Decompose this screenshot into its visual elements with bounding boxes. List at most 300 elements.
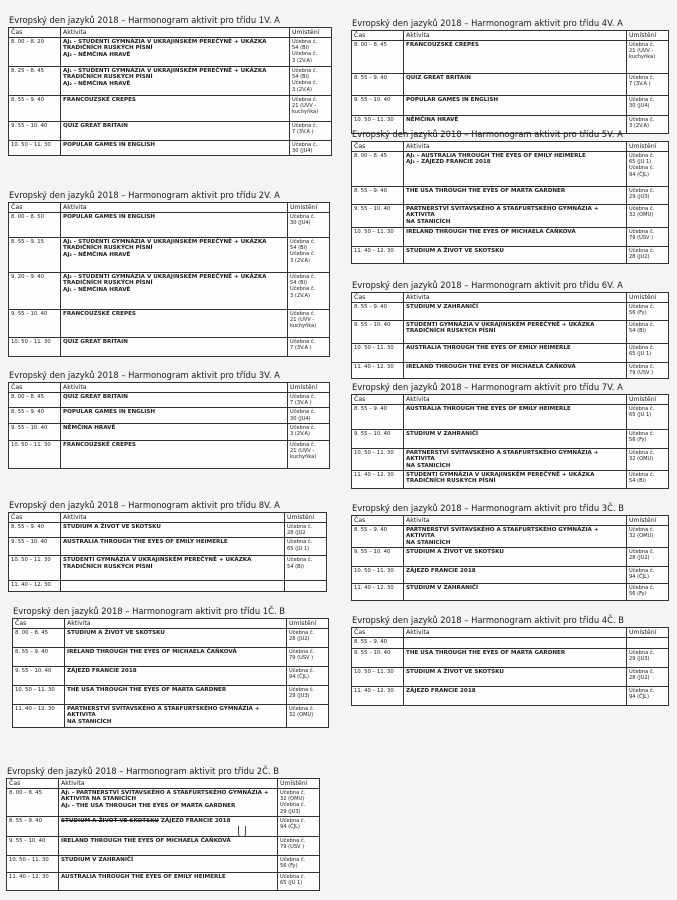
table-row: [352, 449, 669, 471]
header-activity: Aktivita: [404, 142, 627, 152]
room-cell: [288, 338, 330, 357]
header-time: Čas: [13, 619, 65, 629]
activity-line: ZÁJEZD FRANCIE 2018: [406, 567, 476, 574]
table-row: [9, 141, 332, 156]
table-row: [9, 310, 330, 338]
room-line: 21 (UVV -: [290, 448, 315, 455]
activity-line: QUIZ GREAT BRITAIN: [63, 339, 128, 345]
room-cell: [288, 273, 330, 310]
room-cell: [627, 449, 669, 471]
activity-line: QUIZ GREAT BRITAIN: [63, 123, 128, 129]
activity-cell: [59, 789, 278, 817]
activity-cell: [65, 629, 287, 648]
activity-cell: [59, 855, 278, 872]
room-line: 54 (Bi): [290, 280, 307, 287]
time-cell: 11. 40 – 12. 30: [352, 687, 404, 706]
activity-cell: [404, 668, 627, 687]
time-cell: 11. 40 – 12. 30: [352, 247, 404, 264]
room-line: Učebna č.: [629, 406, 655, 412]
activity-cell: [404, 470, 627, 488]
schedule-block: [8, 500, 326, 592]
time-cell: 10. 50 – 11. 30: [352, 344, 404, 363]
activity-line: FRANCOUZSKÉ CREPES: [63, 311, 136, 317]
room-line: Učebna č.: [289, 630, 315, 636]
schedule-table: [8, 27, 332, 156]
schedule-title: Evropský den jazyků 2018 – Harmonogram aktivit pro třídu 8V. A: [9, 500, 280, 510]
room-line: Učebna č.: [629, 117, 655, 123]
room-cell: [290, 122, 332, 141]
room-line: Učebna č.: [280, 817, 306, 824]
activity-line: STUDIUM A ŽIVOT VE SKOTSKU: [406, 248, 504, 254]
room-line: 30 (JU4): [290, 415, 311, 422]
activity-cell: [61, 96, 290, 122]
activity-line: POPULAR GAMES IN ENGLISH: [406, 97, 499, 103]
room-line: Učebna č.: [290, 214, 316, 220]
table-row: [352, 187, 669, 205]
room-cell: [288, 423, 330, 440]
activity-cell: [404, 526, 627, 548]
room-line: Učebna č.: [629, 345, 655, 351]
room-cell: [285, 556, 327, 581]
room-cell: [627, 74, 669, 96]
time-cell: 8. 55 – 9. 40: [9, 96, 61, 122]
table-row: [7, 836, 320, 855]
table-row: [9, 122, 332, 141]
activity-line: IRELAND THROUGH THE EYES OF MICHAELA ČAŇKOVÁ: [406, 229, 576, 235]
room-cell: [627, 363, 669, 379]
room-cell: [627, 303, 669, 321]
time-cell: 8. 55 – 9. 40: [9, 523, 61, 538]
room-cell: [627, 247, 669, 264]
table-row: [9, 440, 330, 468]
room-line: Učebna č.: [289, 649, 315, 655]
room-line: Učebna č.: [287, 524, 313, 530]
room-line: Učebna č.: [290, 274, 316, 280]
room-line: 30 (JU4): [290, 220, 311, 227]
table-row: [7, 816, 320, 836]
room-line: 94 (ČJL): [629, 694, 649, 701]
schedule-block: [351, 280, 668, 379]
room-line: 32 (OMU): [280, 796, 305, 803]
table-header-row: [352, 516, 669, 526]
table-row: [9, 538, 327, 556]
room-line: Učebna č.: [290, 441, 316, 448]
room-line: Učebna č.: [290, 394, 316, 400]
activity-line: STUDENTI GYMNÁZIA V UKRAJINSKÉM PEREČYNĚ + UKÁZKA: [63, 557, 252, 564]
room-line: 29 (JU3): [280, 808, 301, 815]
table-row: [352, 430, 669, 449]
activity-line: QUIZ GREAT BRITAIN: [63, 394, 128, 400]
activity-line: NA STANICÍCH: [406, 462, 451, 469]
header-activity: Aktivita: [404, 293, 627, 303]
table-row: [352, 526, 669, 548]
time-cell: 10. 50 – 11. 30: [352, 228, 404, 247]
time-cell: 8. 00 – 8. 45: [13, 629, 65, 648]
room-line: 28 (JU2): [289, 636, 310, 643]
schedule-title: Evropský den jazyků 2018 – Harmonogram aktivit pro třídu 3Č. B: [352, 503, 625, 513]
table-header-row: [9, 513, 327, 523]
time-cell: 11. 40 – 12. 30: [7, 872, 59, 890]
room-cell: [627, 470, 669, 488]
time-cell: 10. 50 – 11. 30: [352, 116, 404, 134]
table-row: [9, 408, 330, 423]
activity-cell: [404, 303, 627, 321]
schedule-title: Evropský den jazyků 2018 – Harmonogram aktivit pro třídu 1Č. B: [13, 606, 286, 616]
room-cell: [287, 629, 329, 648]
activity-line: PARTNERSTVÍ SVITAVSKÉHO A STAßFURTSKÉHO GYMNÁZIA + AKTIVITA: [406, 527, 599, 540]
room-line: 65 (JU 1): [629, 412, 652, 419]
time-cell: 8. 55 – 9. 40: [352, 405, 404, 430]
header-time: Čas: [352, 395, 404, 405]
activity-line: STUDENTI GYMNÁZIA V UKRAJINSKÉM PEREČYNĚ + UKÁZKA: [406, 322, 595, 328]
table-row: [352, 303, 669, 321]
time-cell: 8. 00 – 8. 45: [9, 393, 61, 408]
time-cell: 11. 40 – 12. 30: [9, 581, 61, 592]
room-line: 54 (Bi): [290, 245, 307, 252]
room-line: 79 (USV ): [629, 370, 654, 377]
room-cell: [285, 538, 327, 556]
activity-cell: [404, 247, 627, 264]
room-line: Učebna č.: [629, 364, 655, 370]
room-cell: [278, 836, 320, 855]
room-cell: [285, 523, 327, 538]
room-cell: [627, 96, 669, 116]
activity-line: AJ₂ - NĚMČINA HRAVĚ: [63, 51, 131, 58]
schedule-title: Evropský den jazyků 2018 – Harmonogram aktivit pro třídu 2V. A: [9, 190, 280, 200]
activity-cell: [61, 523, 285, 538]
activity-cell: [404, 547, 627, 566]
header-time: Čas: [9, 383, 61, 393]
room-cell: [290, 141, 332, 156]
room-line: 30 (JU4): [292, 148, 313, 155]
header-time: Čas: [9, 203, 61, 213]
table-row: [13, 705, 329, 728]
time-cell: 9. 55 – 10. 40: [352, 649, 404, 668]
room-line: Učebna č.: [629, 153, 655, 159]
room-cell: [627, 205, 669, 228]
time-cell: 8. 00 – 8. 45: [7, 789, 59, 817]
time-cell: 8. 00 – 8. 45: [352, 41, 404, 74]
room-line: 94 (ČJL): [280, 824, 300, 831]
room-cell: [627, 152, 669, 187]
activity-line: PARTNERSTVÍ SVITAVSKÉHO A STAßFURTSKÉHO GYMNÁZIA + AKTIVITA: [406, 450, 599, 463]
activity-cell: [404, 566, 627, 583]
time-cell: 10. 50 – 11. 30: [13, 686, 65, 705]
room-line: Učebna č.: [290, 286, 316, 293]
schedule-title: Evropský den jazyků 2018 – Harmonogram aktivit pro třídu 5V. A: [352, 129, 623, 139]
table-row: [13, 686, 329, 705]
activity-line: TRADIČNÍCH RUSKÝCH PÍSNÍ: [63, 245, 153, 252]
activity-line: ZÁJEZD FRANCIE 2018: [67, 668, 137, 674]
table-row: [352, 566, 669, 583]
room-line: 3 (2V.A): [629, 123, 650, 130]
activity-cell: [404, 363, 627, 379]
activity-line: AJ₁ - STUDENTI GYMNÁZIA V UKRAJINSKÉM PEREČYNĚ + UKÁZKA: [63, 68, 267, 74]
activity-line: FRANCOUZSKÉ CREPES: [63, 97, 136, 103]
time-cell: 8. 00 – 8. 50: [9, 213, 61, 238]
room-cell: [627, 687, 669, 706]
schedule-block: [8, 15, 331, 156]
time-cell: 8. 55 – 9. 40: [352, 638, 404, 649]
activity-line: THE USA THROUGH THE EYES OF MARTA GARDNER: [406, 188, 566, 194]
room-cell: [288, 238, 330, 273]
room-line: Učebna č.: [629, 431, 655, 437]
header-room: Umístění: [627, 628, 669, 638]
table-row: [352, 649, 669, 668]
table-row: [352, 547, 669, 566]
table-row: [13, 629, 329, 648]
handwritten-mark: [238, 826, 246, 837]
table-header-row: [352, 628, 669, 638]
activity-cell: [404, 152, 627, 187]
activity-line: STUDIUM A ŽIVOT VE SKOTSKU ZÁJEZD FRANCIE 2018: [61, 817, 231, 824]
activity-cell: [61, 141, 290, 156]
activity-line: TRADIČNÍCH RUSKÝCH PÍSNÍ: [63, 563, 153, 570]
schedule-table: [351, 515, 669, 601]
table-row: [9, 423, 330, 440]
room-line: Učebna č.: [629, 669, 655, 675]
room-cell: [287, 667, 329, 686]
time-cell: 8. 55 – 9. 40: [352, 74, 404, 96]
activity-cell: [404, 41, 627, 74]
activity-cell: [61, 338, 288, 357]
room-line: 32 (OMU): [629, 533, 654, 540]
activity-line: NĚMČINA HRAVĚ: [63, 424, 116, 431]
activity-cell: [61, 440, 288, 468]
time-cell: 9. 55 – 10. 40: [352, 96, 404, 116]
room-line: Učebna č.: [280, 873, 306, 880]
room-line: Učebna č.: [289, 706, 315, 712]
activity-line: AJ₂ - THE USA THROUGH THE EYES OF MARTA GARDNER: [61, 802, 236, 809]
header-activity: Aktivita: [61, 383, 288, 393]
table-row: [9, 523, 327, 538]
activity-line: TRADIČNÍCH RUSKÝCH PÍSNÍ: [63, 280, 153, 287]
room-cell: [288, 440, 330, 468]
header-room: Umístění: [288, 383, 330, 393]
schedule-block: [12, 606, 328, 728]
room-cell: [290, 67, 332, 96]
time-cell: 9. 55 – 10. 40: [7, 836, 59, 855]
room-line: Učebna č.: [292, 51, 318, 58]
activity-line: AJ₁ - AUSTRALIA THROUGH THE EYES OF EMILY HEIMERLE: [406, 153, 586, 159]
activity-line: PARTNERSTVÍ SVITAVSKÉHO A STAßFURTSKÉHO GYMNÁZIA + AKTIVITA: [406, 206, 599, 219]
room-cell: [627, 187, 669, 205]
room-cell: [287, 686, 329, 705]
room-line: Učebna č.: [629, 188, 655, 194]
room-line: 65 (JU 1): [280, 880, 303, 887]
schedule-title: Evropský den jazyků 2018 – Harmonogram aktivit pro třídu 7V. A: [352, 382, 623, 392]
table-row: [352, 228, 669, 247]
header-room: Umístění: [287, 619, 329, 629]
room-line: Učebna č.: [290, 409, 316, 416]
time-cell: 8. 55 – 9. 40: [352, 526, 404, 548]
room-line: Učebna č.: [280, 837, 306, 844]
schedule-table: [8, 382, 330, 469]
room-line: kuchyňka): [290, 323, 317, 330]
room-line: Učebna č.: [280, 856, 306, 863]
schedule-block: [351, 615, 668, 706]
schedule-block: [351, 129, 668, 264]
room-line: 7 (3V.A ): [290, 345, 312, 352]
room-line: 29 (JU3): [289, 693, 310, 700]
table-row: [9, 338, 330, 357]
schedule-table: [351, 292, 669, 379]
room-line: 79 (USV ): [280, 844, 305, 851]
schedule-block: [8, 370, 329, 469]
time-cell: 8. 55 – 9. 40: [352, 303, 404, 321]
room-line: 7 (3V.A ): [290, 400, 312, 407]
room-line: Učebna č.: [629, 527, 655, 533]
activity-line: STUDIUM V ZAHRANIČÍ: [406, 304, 479, 310]
activity-line: FRANCOUZSKÉ CREPES: [63, 441, 136, 448]
room-line: 94 (ČJL): [289, 674, 309, 681]
activity-line: AJ₁ - STUDENTI GYMNÁZIA V UKRAJINSKÉM PEREČYNĚ + UKÁZKA: [63, 239, 267, 245]
activity-cell: [61, 273, 288, 310]
room-line: Učebna č.: [292, 39, 318, 45]
activity-line: AJ₁ - STUDENTI GYMNÁZIA V UKRAJINSKÉM PEREČYNĚ + UKÁZKA: [63, 39, 267, 45]
header-activity: Aktivita: [61, 513, 285, 523]
table-row: [352, 41, 669, 74]
room-line: 30 (JU4): [629, 103, 650, 110]
header-time: Čas: [7, 779, 59, 789]
header-room: Umístění: [278, 779, 320, 789]
schedule-table: [351, 627, 669, 706]
schedule-table: [351, 394, 669, 489]
activity-line: STUDIUM A ŽIVOT VE SKOTSKU: [406, 669, 504, 675]
header-activity: Aktivita: [59, 779, 278, 789]
schedule-block: [8, 190, 329, 357]
header-activity: Aktivita: [404, 628, 627, 638]
table-row: [352, 687, 669, 706]
activity-cell: [404, 228, 627, 247]
activity-cell: [65, 667, 287, 686]
room-line: Učebna č.: [629, 688, 655, 694]
room-line: 32 (OMU): [629, 456, 654, 463]
activity-cell: [404, 405, 627, 430]
room-line: 28 (JU2): [629, 254, 650, 261]
room-line: 94 (ČJL): [629, 574, 649, 581]
table-row: [352, 363, 669, 379]
table-row: [352, 152, 669, 187]
room-line: Učebna č.: [629, 471, 655, 478]
room-line: Učebna č.: [280, 790, 306, 796]
time-cell: 9. 55 – 10. 40: [9, 538, 61, 556]
table-row: [9, 67, 332, 96]
room-line: Učebna č.: [629, 584, 655, 591]
header-room: Umístění: [627, 31, 669, 41]
activity-line: POPULAR GAMES IN ENGLISH: [63, 409, 156, 416]
room-cell: [290, 96, 332, 122]
room-line: 29 (JU3): [629, 194, 650, 201]
header-room: Umístění: [290, 28, 332, 38]
header-activity: Aktivita: [404, 516, 627, 526]
time-cell: 8. 25 – 8. 45: [9, 67, 61, 96]
room-line: 65 (JU 1): [629, 159, 652, 166]
room-line: Učebna č.: [292, 97, 318, 103]
activity-cell: [61, 213, 288, 238]
room-line: Učebna č.: [629, 450, 655, 456]
room-cell: [627, 228, 669, 247]
room-line: 54 (Bi): [629, 328, 646, 335]
schedule-title: Evropský den jazyků 2018 – Harmonogram aktivit pro třídu 6V. A: [352, 280, 623, 290]
room-line: 54 (Bi): [629, 478, 646, 485]
room-line: Učebna č.: [289, 668, 315, 674]
activity-line: NA STANICÍCH: [406, 539, 451, 546]
room-line: 3 (2V.A): [292, 57, 313, 64]
room-line: 79 (USV ): [289, 655, 314, 662]
header-room: Umístění: [627, 293, 669, 303]
activity-cell: [61, 581, 285, 592]
table-row: [352, 205, 669, 228]
table-row: [9, 581, 327, 592]
activity-cell: [61, 122, 290, 141]
room-line: 21 (UVV -: [629, 48, 654, 55]
time-cell: 11. 40 – 12. 30: [352, 470, 404, 488]
room-line: Učebna č.: [629, 165, 655, 172]
time-cell: 9. 55 – 10. 40: [13, 667, 65, 686]
room-line: 65 (JU 1): [287, 545, 310, 552]
schedule-title: Evropský den jazyků 2018 – Harmonogram aktivit pro třídu 3V. A: [9, 370, 280, 380]
room-line: 56 (Fy): [629, 591, 647, 598]
header-time: Čas: [352, 31, 404, 41]
activity-line: AJ₂ - NĚMČINA HRAVĚ: [63, 251, 131, 258]
room-line: kuchyňka): [629, 54, 656, 61]
table-row: [7, 789, 320, 817]
room-cell: [278, 789, 320, 817]
time-cell: 10. 50 – 11. 30: [352, 449, 404, 471]
activity-line: THE USA THROUGH THE EYES OF MARTA GARDNER: [67, 687, 227, 693]
room-line: Učebna č.: [629, 206, 655, 212]
activity-line: AUSTRALIA THROUGH THE EYES OF EMILY HEIMERLE: [406, 406, 571, 412]
time-cell: 9. 55 – 10. 40: [9, 122, 61, 141]
room-line: Učebna č.: [289, 687, 315, 693]
schedule-title: Evropský den jazyků 2018 – Harmonogram aktivit pro třídu 4Č. B: [352, 615, 625, 625]
room-line: Učebna č.: [629, 548, 655, 555]
room-line: 3 (2V.A): [292, 86, 313, 93]
activity-line: STUDIUM A ŽIVOT VE SKOTSKU: [67, 630, 165, 636]
header-activity: Aktivita: [404, 395, 627, 405]
activity-cell: [404, 449, 627, 471]
room-cell: [627, 526, 669, 548]
activity-cell: [61, 408, 288, 423]
activity-line: IRELAND THROUGH THE EYES OF MICHAELA ČAŇKOVÁ: [67, 649, 237, 655]
table-row: [9, 213, 330, 238]
schedule-block: [6, 766, 319, 891]
activity-line: AKTIVITA NA STANICÍCH: [61, 796, 137, 803]
room-line: 79 (USV ): [629, 235, 654, 242]
room-cell: [627, 638, 669, 649]
schedule-table: [12, 618, 329, 728]
header-room: Umístění: [627, 516, 669, 526]
time-cell: 8. 55 – 9. 40: [13, 648, 65, 667]
header-activity: Aktivita: [65, 619, 287, 629]
time-cell: 10. 50 – 11. 30: [9, 338, 61, 357]
room-line: Učebna č.: [292, 123, 318, 129]
header-room: Umístění: [288, 203, 330, 213]
activity-line: STUDIUM V ZAHRANIČÍ: [61, 856, 134, 863]
header-time: Čas: [9, 28, 61, 38]
room-line: Učebna č.: [292, 68, 318, 74]
activity-cell: [61, 423, 288, 440]
room-line: Učebna č.: [629, 97, 655, 103]
activity-line: POPULAR GAMES IN ENGLISH: [63, 214, 156, 220]
activity-line: FRANCOUZSKÉ CREPES: [406, 42, 479, 48]
header-room: Umístění: [627, 142, 669, 152]
room-line: 65 (JU 1): [629, 351, 652, 358]
activity-line: NA STANICÍCH: [67, 718, 112, 725]
activity-line: AJ₁ - NĚMČINA HRAVĚ: [63, 286, 131, 293]
table-row: [352, 74, 669, 96]
